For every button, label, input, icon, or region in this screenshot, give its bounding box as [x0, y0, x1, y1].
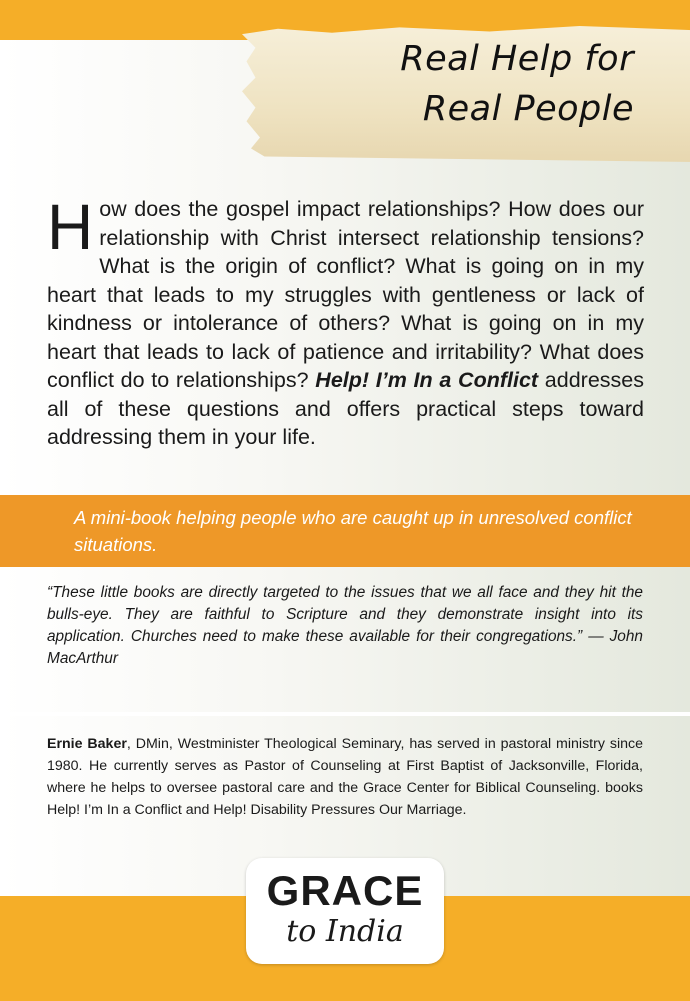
tagline-bar [0, 495, 690, 567]
author-name: Ernie Baker [47, 736, 127, 752]
intro-paragraph [47, 191, 644, 452]
book-title: Help! I’m In a Conflict [315, 368, 539, 392]
section-divider [0, 712, 690, 716]
intro-text-part-2: addresses all of these questions and offers practical steps toward addressing them in your life. [47, 368, 644, 449]
drop-cap: H [47, 191, 94, 263]
banner-title-line-1: Real Help for [400, 39, 634, 79]
logo-line-1: GRACE [266, 867, 424, 914]
endorsement-quote: “These little books are directly targeted to the issues that we all face and they hit the bulls-eye. They are faithful to Scripture and they demonstrate insight into its application. Churches need to make these available for their congregations.” — John MacArthur [47, 584, 643, 667]
logo-line-2: to India [286, 914, 404, 949]
intro-text-part-1: ow does the gospel impact relationships? How does our relationship with Christ intersect relationship tensions? What is the origin of conflict? What is going on in my heart that leads to my struggles with gentleness or lack of kindness or intolerance of others? What is going on in my heart that leads to lack of patience and irritability? What does conflict do to relationships? [47, 197, 644, 392]
banner-title-line-2: Real People [422, 89, 634, 129]
author-bio [47, 733, 643, 821]
grace-to-india-logo [246, 858, 444, 964]
tagline: A mini-book helping people who are caught up in unresolved conflict situations. [74, 507, 632, 555]
banner-title [400, 34, 634, 134]
author-bio-text: , DMin, Westminister Theological Seminary, has served in pastoral ministry since 1980. He currently serves as Pastor of Counseling at First Baptist of Jacksonville, Florida, where he helps to oversee pastoral care and the Grace Center for Biblical Counseling. books Help! I’m In a Conflict and Help! Disability Pressures Our Marriage. [47, 736, 643, 818]
